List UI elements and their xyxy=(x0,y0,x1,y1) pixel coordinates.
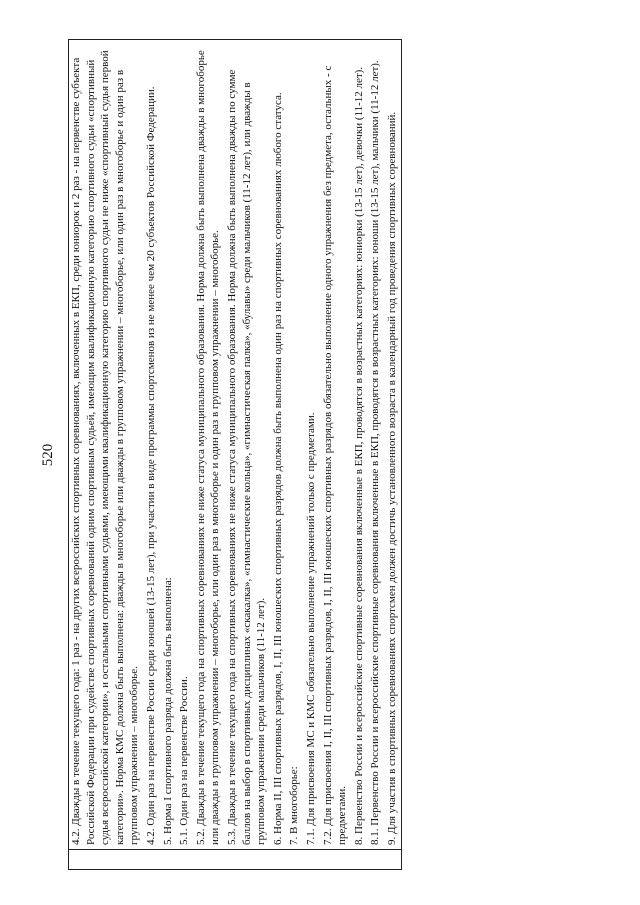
notes-row xyxy=(69,40,402,870)
note-7: 7. В многоборье: xyxy=(288,766,301,845)
page-number: 520 xyxy=(40,443,56,467)
note-8: 8. Первенство России и всероссийские спортивные соревнования включенные в ЕКП, проводятся в возрастных категориях: юниорки (13-15 лет), девочки (11-12 лет). xyxy=(352,66,365,845)
note-5-2: 5.2. Дважды в течение текущего года на спортивных соревнованиях не ниже статуса муниципального образования. Норма должна быть выполнена дважды в многоборье или дважды в групповом упражнении – многоборье, или один раз в многоборье и один раз в групповом упражнении – многоборье. xyxy=(194,50,222,845)
note-7-1: 7.1. Для присвоения МС и КМС обязательно выполнение упражнений только с предметами. xyxy=(304,412,317,845)
notes-cell xyxy=(69,40,402,850)
rotated-page xyxy=(40,40,600,870)
note-7-2: 7.2. Для присвоения I, II, III спортивных разрядов, I, II, III юношеских спортивных разрядов обязательно выполнение одного упражнения без предмета, остальных - с предметами. xyxy=(321,65,349,845)
note-5-1: 5.1. Один раз на первенстве России. xyxy=(178,676,191,845)
note-5: 5. Норма I спортивного разряда должна быть выполнена: xyxy=(161,577,174,845)
left-empty-cell xyxy=(69,850,402,870)
note-5-3: 5.3. Дважды в течение текущего года на спортивных соревнованиях не ниже статуса муниципального образования. Норма должна быть выполнена дважды по сумме баллов на выбор в спортивных дисциплинах «скакалка», «гимнастические кольца», «гимнастическая палка», «булавы» среди мальчиков (11-12 лет), или дважды в групповом упражнении среди мальчиков (11-12 лет). xyxy=(225,69,268,845)
note-9: 9. Для участия в спортивных соревнованиях спортсмен должен достичь установленного возраста в календарный год проведения спортивных соревнований. xyxy=(385,111,398,845)
note-4-2-a: 4.2. Дважды в течение текущего года: 1 раз - на других всероссийских спортивных соревнованиях, включенных в ЕКП, среди юниорок и 2 раз - на первенстве субъекта Российской Федерации при судействе спортивных соревнований одним спортивным судьей, имеющим квалификационную категорию спортивного судьи «спортивный судья всероссийской категории», и остальными спортивными судьями, имеющими квалификационную категорию спортивного судьи не ниже «спортивный судья первой категории». Норма КМС должна быть выполнена: дважды в многоборье или дважды в групповом упражнении – многоборье, или один раз в многоборье и один раз в групповом упражнении – многоборье. xyxy=(70,50,141,845)
note-8-1: 8.1. Первенство России и всероссийские спортивные соревнования включенные в ЕКП, проводятся в возрастных категориях: юноши (13-15 лет), мальчики (11-12 лет). xyxy=(369,60,382,845)
notes-table xyxy=(68,39,402,870)
note-4-2-b: 4.2. Один раз на первенстве России среди юношей (13-15 лет), при участии в виде программы спортсменов из не менее чем 20 субъектов Российской Федерации. xyxy=(144,86,157,845)
note-6: 6. Норма II, III спортивных разрядов, I, II, III юношеских спортивных разрядов должна быть выполнена один раз на спортивных соревнованиях любого статуса. xyxy=(271,92,284,845)
